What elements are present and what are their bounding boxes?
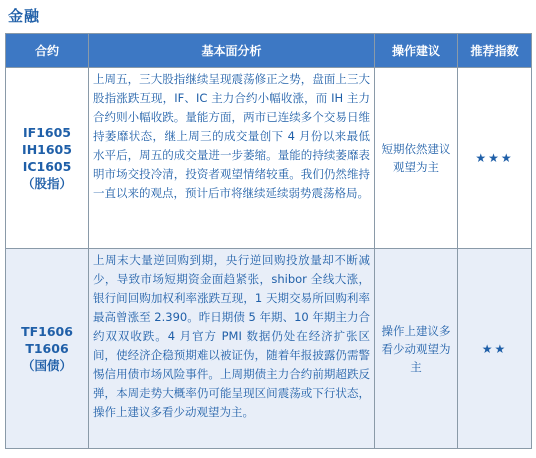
section-title: 金融 xyxy=(8,7,41,25)
rating-stars: ★★ xyxy=(458,249,532,449)
contract-code: T1606 xyxy=(25,341,69,356)
header-fundamental-analysis: 基本面分析 xyxy=(89,34,375,68)
header-rating: 推荐指数 xyxy=(458,34,532,68)
contract-cell xyxy=(6,249,89,449)
table-row-stock-index xyxy=(6,68,532,249)
contract-category: （国债） xyxy=(21,358,72,373)
suggestion-text: 短期依然建议观望为主 xyxy=(375,68,458,249)
contract-category: （股指） xyxy=(21,176,72,191)
analysis-text: 上周五，三大股指继续呈现震荡修正之势，盘面上三大股指涨跌互现，IF、IC 主力合约小幅收涨，而 IH 主力合约则小幅收跌。量能方面，两市已连续多个交易日维持萎靡状态，继上周三的成交量创下 4 月份以来最低水平后，周五的成交量进一步萎缩。量能的持续萎靡表明市场交投冷清，投资者观望情绪较重。我们仍然维持一直以来的观点，预计后市将继续延续弱势震荡格局。 xyxy=(89,68,375,249)
contract-code: IF1605 xyxy=(23,125,71,140)
analysis-text: 上周末大量逆回购到期，央行逆回购投放量却不断减少，导致市场短期资金面趋紧张，shibor 全线大涨，银行间回购加权利率涨跌互现，1 天期交易所回购利率最高曾涨至 2.390。昨日期债 5 年期、10 年期主力合约双双收跌。4 月官方 PMI 数据仍处在经济扩张区间，使经济企稳预期难以被证伪，随着年报披露仍需警惕信用债市场风险事件。上周期债主力合约前期超跌反弹，本周走势大概率仍可能呈现区间震荡或下行状态，操作上建议多看少动观望为主。 xyxy=(89,249,375,449)
table-header-row xyxy=(6,34,532,68)
contract-code: IH1605 xyxy=(22,142,72,157)
table-row-treasury xyxy=(6,249,532,449)
header-suggestion: 操作建议 xyxy=(375,34,458,68)
contract-cell xyxy=(6,68,89,249)
futures-analysis-table xyxy=(5,33,532,449)
rating-stars: ★★★ xyxy=(458,68,532,249)
suggestion-text: 操作上建议多看少动观望为主 xyxy=(375,249,458,449)
contract-code: TF1606 xyxy=(21,324,73,339)
contract-code: IC1605 xyxy=(22,159,72,174)
header-contract: 合约 xyxy=(6,34,89,68)
